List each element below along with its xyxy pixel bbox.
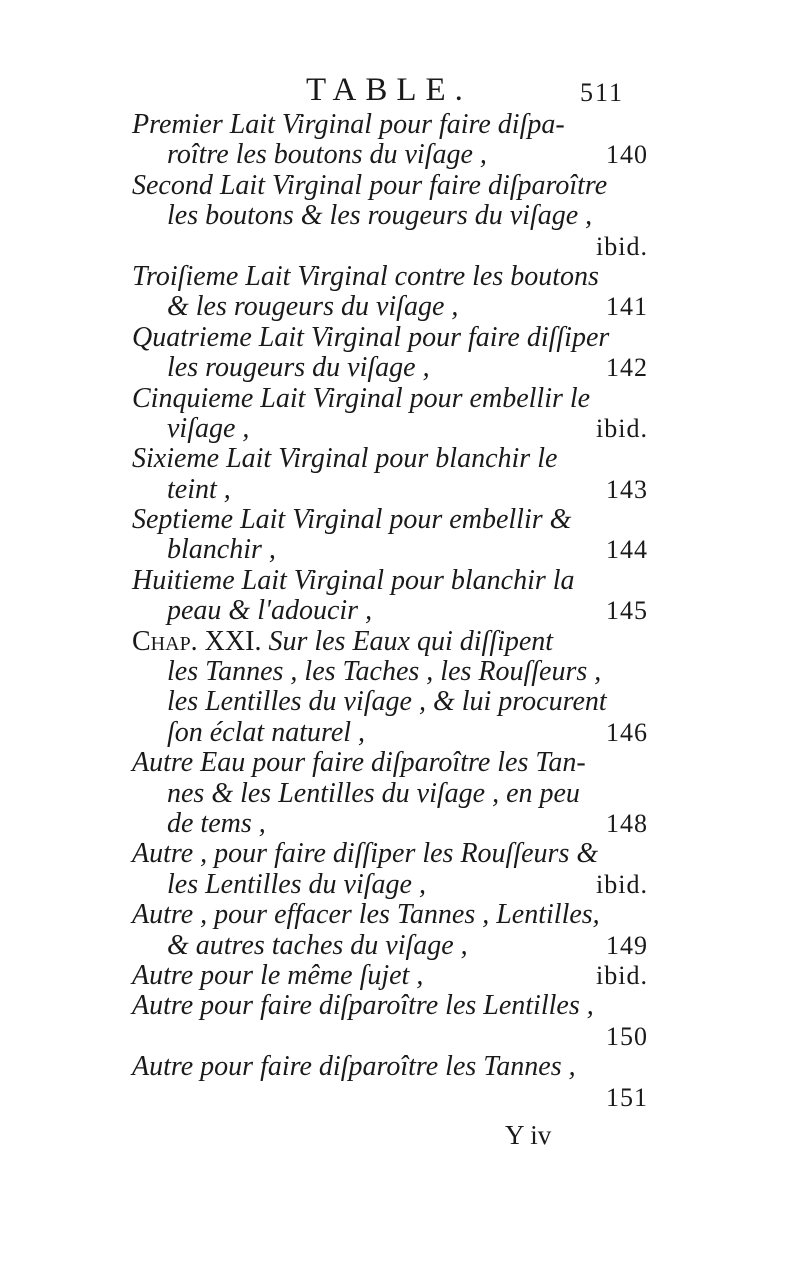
toc-line xyxy=(0,110,800,140)
entry-page-ref: 151 xyxy=(606,1082,648,1112)
entry-text: & les rougeurs du viſage , xyxy=(167,291,459,323)
toc-line xyxy=(0,384,800,414)
toc-line xyxy=(0,931,800,961)
running-title: TABLE. xyxy=(306,72,472,108)
toc-line xyxy=(0,414,800,444)
toc-line xyxy=(0,140,800,170)
toc-line xyxy=(0,991,800,1021)
entry-text: Cinquieme Lait Virginal pour embellir le xyxy=(132,382,591,414)
toc-line xyxy=(0,596,800,626)
toc-line xyxy=(0,718,800,748)
toc-line xyxy=(0,262,800,292)
entry-page-ref: 146 xyxy=(606,717,648,747)
entry-page-ref: 142 xyxy=(606,353,648,383)
toc-line xyxy=(0,870,800,900)
toc-line xyxy=(0,627,800,657)
toc-line xyxy=(0,779,800,809)
entry-text: de tems , xyxy=(167,807,266,839)
entry-text: Septieme Lait Virginal pour embellir & xyxy=(132,504,572,536)
entry-text: blanchir , xyxy=(167,534,276,566)
toc-line xyxy=(0,201,800,231)
toc-line xyxy=(0,748,800,778)
entry-text: Quatrieme Lait Virginal pour faire diſſiper xyxy=(132,321,610,353)
entry-text: teint , xyxy=(167,473,231,505)
toc-line xyxy=(0,232,800,262)
entry-text: nes & les Lentilles du viſage , en peu xyxy=(167,777,580,809)
entry-text: Troiſieme Lait Virginal contre les boutons xyxy=(132,260,599,292)
entry-page-ref: ibid. xyxy=(596,413,648,443)
entry-text: viſage , xyxy=(167,412,250,444)
entry-page-ref: ibid. xyxy=(596,869,648,899)
toc-line xyxy=(0,566,800,596)
entry-text: Autre pour faire diſparoître les Lentilles , xyxy=(132,990,594,1022)
toc-line xyxy=(0,1083,800,1113)
entry-text: les boutons & les rougeurs du viſage , xyxy=(167,200,593,232)
toc-line xyxy=(0,475,800,505)
entry-page-ref: 145 xyxy=(606,596,648,626)
toc-line xyxy=(0,687,800,717)
entry-text: & autres taches du viſage , xyxy=(167,929,468,961)
entry-text: ſon éclat naturel , xyxy=(167,716,366,748)
entry-text: Autre pour faire diſparoître les Tannes , xyxy=(132,1051,576,1083)
entry-page-ref: ibid. xyxy=(596,960,648,990)
entry-text: Huitieme Lait Virginal pour blanchir la xyxy=(132,564,575,596)
toc-line xyxy=(0,353,800,383)
entry-text: les Lentilles du viſage , xyxy=(167,868,426,900)
entry-page-ref: ibid. xyxy=(596,231,648,261)
toc-line xyxy=(0,323,800,353)
toc-line xyxy=(0,1052,800,1082)
toc-line xyxy=(0,900,800,930)
entry-page-ref: 148 xyxy=(606,808,648,838)
toc-line xyxy=(0,1022,800,1052)
entry-text: Premier Lait Virginal pour faire diſpa- xyxy=(132,109,565,140)
entry-page-ref: 150 xyxy=(606,1021,648,1051)
toc-line xyxy=(0,505,800,535)
entry-page-ref: 141 xyxy=(606,292,648,322)
toc-line xyxy=(0,657,800,687)
entry-text: Chap. XXI. Sur les Eaux qui diſſipent xyxy=(132,625,554,657)
page-number: 511 xyxy=(580,78,625,107)
entry-text: Autre pour le même ſujet , xyxy=(132,959,424,991)
entry-page-ref: 140 xyxy=(606,140,648,170)
entry-text: Second Lait Virginal pour faire diſparoître xyxy=(132,169,608,201)
toc-line xyxy=(0,839,800,869)
toc-line xyxy=(0,535,800,565)
entry-text: les Tannes , les Taches , les Rouſſeurs , xyxy=(167,656,602,688)
entry-text: Autre Eau pour faire diſparoître les Tan- xyxy=(132,747,586,779)
entry-page-ref: 144 xyxy=(606,535,648,565)
toc-line xyxy=(0,961,800,991)
entry-text: roître les boutons du viſage , xyxy=(167,139,487,171)
table-of-contents xyxy=(0,110,800,1113)
entry-text: les Lentilles du viſage , & lui procurent xyxy=(167,686,607,718)
entry-text: Autre , pour effacer les Tannes , Lentilles, xyxy=(132,899,600,931)
entry-text: Sixieme Lait Virginal pour blanchir le xyxy=(132,443,558,475)
entry-text: peau & l'adoucir , xyxy=(167,595,373,627)
toc-line xyxy=(0,171,800,201)
entry-page-ref: 143 xyxy=(606,474,648,504)
page-header xyxy=(0,72,800,112)
entry-text: Autre , pour faire diſſiper les Rouſſeurs & xyxy=(132,838,599,870)
entry-page-ref: 149 xyxy=(606,930,648,960)
toc-line xyxy=(0,444,800,474)
entry-text: les rougeurs du viſage , xyxy=(167,352,430,384)
toc-line xyxy=(0,292,800,322)
signature-mark: Y iv xyxy=(505,1120,552,1150)
toc-line xyxy=(0,809,800,839)
